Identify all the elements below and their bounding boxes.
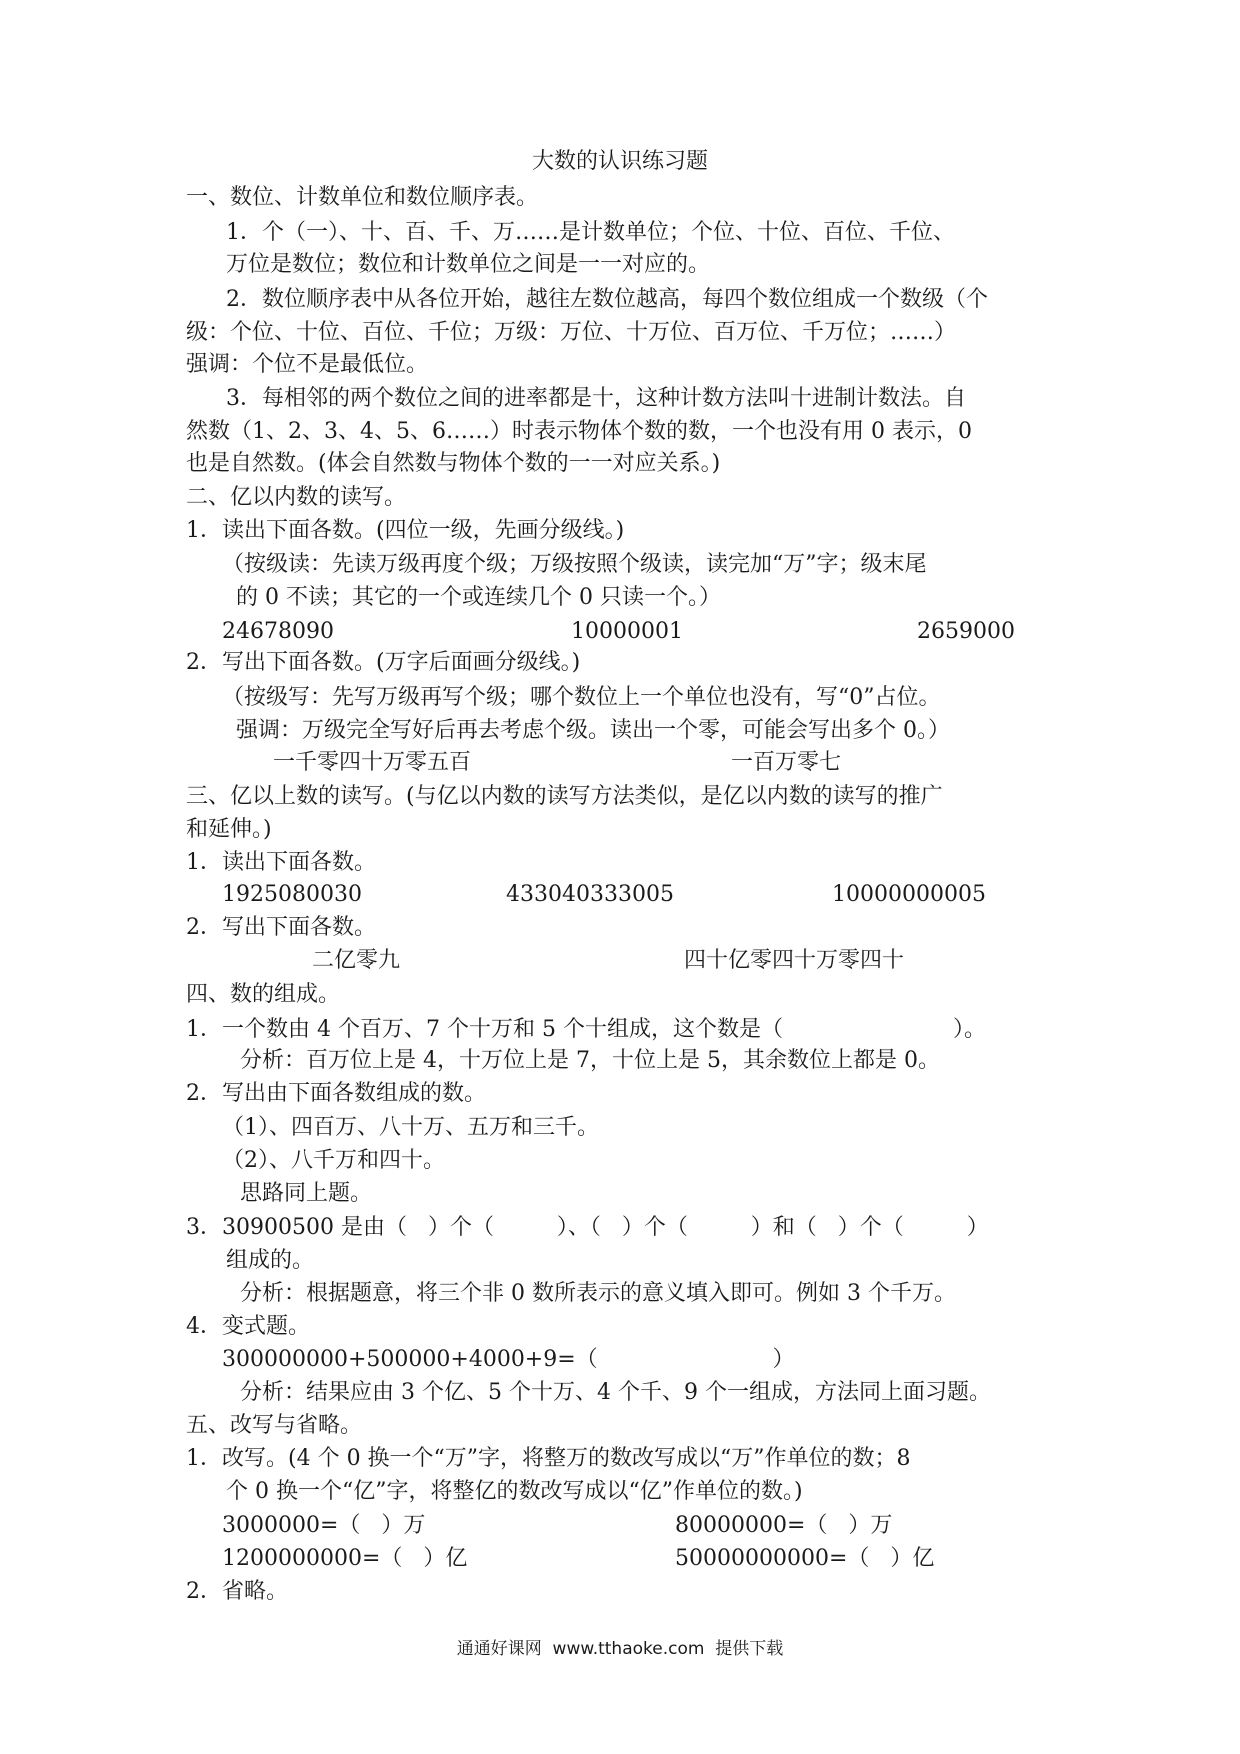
- answer-blank[interactable]: [783, 1013, 953, 1036]
- s5-rewrite-item-1: 3000000=（ ）万: [222, 1513, 426, 1538]
- s2-q1-number-1: 24678090: [222, 619, 334, 644]
- s4-question-1: [186, 1013, 986, 1045]
- s3-question-2: 2．写出下面各数。: [186, 915, 376, 940]
- s4-q1-analysis: 分析：百万位上是 4，十万位上是 7，十位上是 5，其余数位上都是 0。: [240, 1048, 940, 1073]
- s3-question-1: 1．读出下面各数。: [186, 850, 376, 875]
- s5-question-1-line-2: 个 0 换一个“亿”字，将整亿的数改写成以“亿”作单位的数。): [226, 1479, 803, 1504]
- s3-q2-item-1: 二亿零九: [312, 948, 401, 973]
- s2-q1-number-3: 2659000: [917, 619, 1015, 644]
- section-3-heading-line-1: 三、亿以上数的读写。(与亿以内数的读写方法类似，是亿以内数的读写的推广: [186, 784, 943, 809]
- section-4-heading: 四、数的组成。: [186, 982, 341, 1007]
- section-2-heading: 二、亿以内数的读写。: [186, 485, 407, 510]
- s1-point-2-line-1: 2．数位顺序表中从各位开始，越往左数位越高，每四个数位组成一个数级（个: [226, 287, 988, 312]
- s4-q2-part-2: （2）、八千万和四十。: [222, 1148, 445, 1173]
- s4-question-3-line-2: 组成的。: [226, 1248, 315, 1273]
- s1-point-2-line-3: 强调：个位不是最低位。: [186, 352, 429, 377]
- s4-q2-part-1: （1）、四百万、八十万、五万和三千。: [222, 1115, 599, 1140]
- s5-rewrite-item-2: 80000000=（ ）万: [675, 1513, 893, 1538]
- s3-q1-number-2: 433040333005: [506, 882, 674, 907]
- s4-q4-analysis: 分析：结果应由 3 个亿、5 个十万、4 个千、9 个一组成，方法同上面习题。: [240, 1380, 991, 1405]
- s2-q1-note-line-2: 的 0 不读；其它的一个或连续几个 0 只读一个。）: [236, 585, 721, 610]
- s2-q2-note-line-1: （按级写：先写万级再写个级；哪个数位上一个单位也没有，写“0”占位。: [222, 685, 941, 710]
- s2-q1-number-2: 10000001: [571, 619, 683, 644]
- s5-rewrite-item-4: 50000000000=（ ）亿: [675, 1546, 935, 1571]
- s4-q1-text: 1．一个数由 4 个百万、7 个十万和 5 个十组成，这个数是（: [186, 1017, 783, 1042]
- s3-q1-number-1: 1925080030: [222, 882, 362, 907]
- s4-q3-analysis: 分析：根据题意，将三个非 0 数所表示的意义填入即可。例如 3 个千万。: [240, 1281, 956, 1306]
- s1-point-1-line-2: 万位是数位；数位和计数单位之间是一一对应的。: [226, 252, 711, 277]
- s4-q1-close: ）。: [952, 1017, 986, 1042]
- s5-question-2: 2．省略。: [186, 1579, 288, 1604]
- s4-question-4: 4．变式题。: [186, 1314, 310, 1339]
- s4-question-2: 2．写出由下面各数组成的数。: [186, 1081, 486, 1106]
- page-footer: 通通好课网 www.tthaoke.com 提供下载: [456, 1639, 784, 1659]
- s1-point-1-line-1: 1．个（一）、十、百、千、万……是计数单位；个位、十位、百位、千位、: [226, 220, 955, 245]
- section-1-heading: 一、数位、计数单位和数位顺序表。: [186, 185, 539, 210]
- s2-question-1: 1．读出下面各数。(四位一级，先画分级线。): [186, 518, 625, 543]
- s1-point-3-line-2: 然数（1、2、3、4、5、6……）时表示物体个数的数，一个也没有用 0 表示，0: [186, 419, 972, 444]
- s1-point-2-line-2: 级：个位、十位、百位、千位；万级：万位、十万位、百万位、千万位；……）: [186, 320, 957, 345]
- s2-question-2: 2．写出下面各数。(万字后面画分级线。): [186, 650, 581, 675]
- s5-question-1-line-1: 1．改写。(4 个 0 换一个“万”字，将整万的数改写成以“万”作单位的数；8: [186, 1446, 911, 1471]
- s4-question-3-line-1: 3．30900500 是由（ ）个（ ）、（ ）个（ ）和（ ）个（ ）: [186, 1215, 989, 1240]
- section-3-heading-line-2: 和延伸。): [186, 817, 272, 842]
- s4-q2-note: 思路同上题。: [240, 1181, 373, 1206]
- s2-q2-item-2: 一百万零七: [731, 750, 842, 775]
- section-5-heading: 五、改写与省略。: [186, 1413, 363, 1438]
- s3-q1-number-3: 10000000005: [832, 882, 986, 907]
- s2-q1-note-line-1: （按级读：先读万级再度个级；万级按照个级读，读完加“万”字；级末尾: [222, 552, 927, 577]
- s3-q2-item-2: 四十亿零四十万零四十: [684, 948, 905, 973]
- s1-point-3-line-3: 也是自然数。(体会自然数与物体个数的一一对应关系。): [186, 451, 721, 476]
- s1-point-3-line-1: 3．每相邻的两个数位之间的进率都是十，这种计数方法叫十进制计数法。自: [226, 386, 966, 411]
- page-title: 大数的认识练习题: [531, 149, 708, 174]
- s2-q2-note-line-2: 强调：万级完全写好后再去考虑个级。读出一个零，可能会写出多个 0。）: [236, 718, 950, 743]
- s5-rewrite-item-3: 1200000000=（ ）亿: [222, 1546, 468, 1571]
- s2-q2-item-1: 一千零四十万零五百: [273, 750, 472, 775]
- s4-q4-expression: 300000000+500000+4000+9=（ ）: [222, 1347, 795, 1372]
